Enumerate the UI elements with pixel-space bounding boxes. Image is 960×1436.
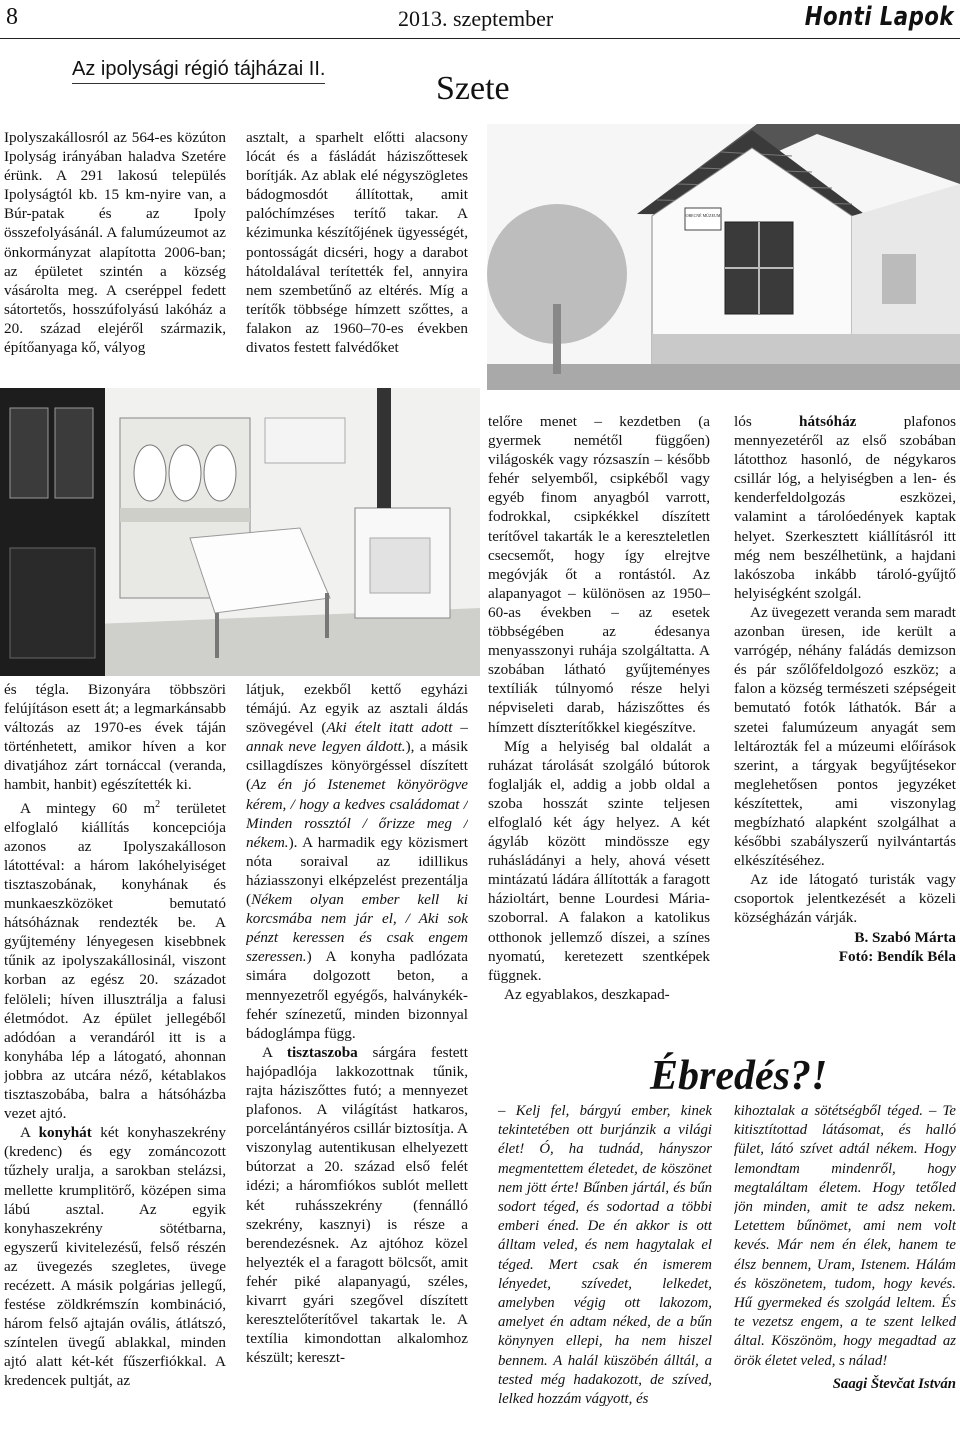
- paragraph: Az egyablakos, deszkapad-: [504, 985, 670, 1003]
- poem-text: kihoztalak a sötétségből téged. – Te kitisztítottad látásomat, és halló fület, látó szívet adtál nékem. Hogy lemondtam mindenről, hogy megtaláltam életem. Hogy tetőled jön minden, amit te adsz nekem. Letettem bűnömet, ami nem volt kevés. Már nem én élek, hanem te élsz bennem, Uram, Istenem. Hálám és köszönetem, tudom, hogy kevés. Hű gyermeked és szolgád leltem. És te vezetsz engem, a te szent lelked által. Köszönöm, hogy megadtad az örök életet veled, s nálad!: [734, 1103, 956, 1369]
- article-column-2: [246, 680, 468, 1432]
- house-photo: [487, 124, 960, 390]
- paragraph: látjuk, ezekből kettő egyházi témájú. Az egyik az asztali áldás szövegével (Aki ételt itatt adott – annak neve legyen áldott.), a másik csillagdíszes könyörgéssel díszített (Az én jó Istenemet könyörögve kérem, / hogy a kedves családomat / Minden rossztól / őrizze meg / nékem.). A harmadik egy közismert nóta soraival az idillikus háziasszonyi elképzelést prezentálja (Nékem olyan ember kell ki korcsmába nem jár el, / Aki sok pénzt keressen és csak engem szeressen.) A konyha padlózata simára dolgozott beton, a mennyezetről egyégős, halványkék-fehér színezetű, minden bizonnyal bádoglámpa függ.: [246, 681, 468, 1042]
- paragraph: Az üvegezett veranda sem maradt azonban üresen, ide került a varrógép, néhány faládás demizson és pár szőlőfeldolgozó eszköz; a falon a község természeti szépségeit bemutató fotók láthatók. Bár a szetei falumúzeum anyagát sem leltározták fel a múzeumi előírások szerint, a tárgyak begyűjtésekor meglehetősen pontos jegyzéket készítettek, ami viszonylag megbízható alapként szolgálhat a későbbi szabályszerű nyilvántartás elkészítéséhez.: [734, 603, 956, 870]
- article-column-4: [734, 412, 956, 1032]
- paragraph: Ipolyszakállosról az 564-es közúton Ipolyság irányában haladva Szetére érünk. A 291 lakosú település Ipolyságtól kb. 15 km-nyire van, a Búr-patak és az Ipoly összefolyásánál. A falumúzeumot az önkormányzat alapította 2006-ban; az épületet szintén a község vásárolta meg. A cseréppel fedett sátortetős, hosszúfolyású lakóház a 20. század elejéről származik, építőanyaga kő, vályog: [4, 129, 226, 357]
- article-column-1-top: [4, 128, 226, 388]
- issue-date: 2013. szeptember: [398, 6, 554, 31]
- kitchen-interior-photo: [0, 388, 480, 676]
- article-column-1: [4, 680, 226, 1432]
- paragraph: asztalt, a sparhelt előtti alacsony lócát és a fásládát háziszőttesek borítják. Az ablak elé négyszögletes bádogmosdót állítottak, amit palóchímzéses terítő takar. A kézimunka készítőjének ügyességét, pontosságát dicséri, hogy a darabot hátoldalával terítették fel, annyira nem szembetűnő az eltérés. Míg a terítők többsége hímzett szőttes, a falakon az 1960–70-es években divatos festett falvédőket: [246, 129, 468, 357]
- paragraph: Míg a helyiség bal oldalát a ruházat tárolását szolgáló bútorok foglalják el, addig a jobb oldal a szoba hosszát szinte teljesen elfoglaló két ágy helyez. A két ágyláb között mindössze egy ruhásládányi a hely, ahová vésett mintázatú ládára állították a faragott házioltárt, benne Lourdesi Mária-szoborral. A falakon a katolikus otthonok jellemző díszei, a színes nyomatú, keretezett szentképek függnek.: [488, 737, 710, 984]
- paragraph: A tisztaszoba sárgára festett hajópadlója lakkozottnak tűnik, rajta háziszőttes futó; a mennyezet plafonos. A világítást hatkaros, porcelántányéros csillár biztosítja. A viszonylag autentikusan elhelyezett bútorzat a 20. század első felét idézi; a háromfiókos sublót mellett két ruhásszekrény (fennálló szekrény, kasznyi) is része a berendezésnek. Az ajtóhoz közel helyezték el a faragott bölcsőt, amit fehér piké alapanyagú, széles, kivarrt gyári szegővel díszített keresztelőterítővel takartak le. A textília kimondottan alkalomhoz készült; kereszt-: [246, 1043, 468, 1367]
- paragraph: A konyhát két konyhaszekrény (kredenc) és egy zománcozott tűzhely uralja, a sarokban stelázsi, mellette krumplitörő, középen sima lábú asztal. Az egyik konyhaszekrény sötétbarna, egyszerű kivitelezésű, felső részén az üvegezés szegletes, üvege recézett. A másik polgárias jellegű, festése zöldkrémszín kombináció, három felső ajtaján ovális, átlátszó, színtelen üvegű ablakkal, minden ajtó alatt két-két fűszerfiókkal. A kredencek pultját, az: [4, 1124, 226, 1390]
- article-column-2-top: [246, 128, 468, 388]
- poem-column-right: [734, 1102, 956, 1432]
- museum-sign: OBECNÉ MÚZEUM: [685, 213, 721, 218]
- poem-text: – Kelj fel, bárgyú ember, kinek tekintetében ott burjánzik a világi élet! Ó, ha tudnád, hányszor megmentettem életedet, de köszönet nem jött érte! Bűnben jártál, és bűn sodort téged, és sodortad a többi emberi éned. De én akkor is ott álltam veled, és nem hagytalak el téged. Mert csak én ismerem lényedet, szívedet, lelkedet, amelyben végig ott lakozom, amelyet én adtam néked, de a bűn könynyen ellepi, ha nem hiszel bennem. A halál küszöbén álltál, a tested még hadakozott, de szíved, lelked hozzám vágyott, és: [498, 1103, 712, 1408]
- newspaper-name: Honti Lapok: [804, 2, 954, 32]
- paragraph: lós hátsóház plafonos mennyezetéről az első szobában látotthoz hasonló, de négykaros csillár lóg, a helyiségben a len- és kenderfeldolgozás eszközei, valamint a tárolóedények kaptak helyet. Szerkesztett kiállításról itt még nem beszélhetünk, a hajdani lakószoba inkább tároló-gyűjtő helyiségként szolgál.: [734, 413, 956, 602]
- article-title: Szete: [436, 70, 510, 107]
- article-author: B. Szabó Márta: [854, 928, 956, 946]
- poem-column-left: [498, 1102, 712, 1432]
- page-number: 8: [6, 4, 18, 30]
- photo-credit: Fotó: Bendík Béla: [838, 947, 956, 965]
- paragraph: és tégla. Bizonyára többszöri felújításon esett át; a legmarkánsabb változás az 1970-es évek táján történhetett, amikor híven a kor divatjához zárt tornáccal (veranda, hambit, hanbit) egészítették ki.: [4, 681, 226, 794]
- header-divider: [0, 38, 960, 39]
- paragraph: Az ide látogató turisták vagy csoportok jelentkezését a közeli községházán várják.: [734, 871, 956, 927]
- poem-author: Saagi Števčat István: [832, 1375, 956, 1392]
- article-column-3: [488, 412, 710, 1032]
- poem-title: Ébredés?!: [650, 1053, 828, 1099]
- paragraph: A mintegy 60 $m^2$ területet elfoglaló kiállítás koncepciója azonos az Ipolyszakálloson látottéval: a három lakóhelyiséget tisztaszobának, konyhának és munkaeszközöket bemutató hátsóháznak rendezték be. A gyűjtemény lényegesen kisebbnek tűnik az ipolyszakállosinál, viszont korban az egész 20. századot felöleli; híven illusztrálja a falusi életmódot. Az épület jellegéből adódóan a verandáról itt is a konyhába lép a látogató, ahonnan jobbra az utcára néző, kétablakos tisztaszobába, balra a hátsóházba vezet ajtó.: [4, 798, 226, 1123]
- series-title: Az ipolysági régió tájházai II.: [72, 58, 325, 84]
- paragraph: telőre menet – kezdetben (a gyermek nemétől függően) világoskék vagy rózsaszín – később fehér selyemből, csipkéből vagy egyéb finom anyagból varrott, fodrokkal, csipkékkel díszített terítővel takarták le a kereszteletlen csecsemőt, hogy így elrejtve megóvják őt a rontástól. Az alapanyagot – különösen az 1950–60-as években – az esetek többségében az édesanya menyasszonyi ruhája szolgáltatta. A szobában látható gyűjteményes textíliák túlnyomó része helyi népviseleti darab, háziszőttes és hímzett díszterítőkkel kiegészítve.: [488, 413, 710, 736]
